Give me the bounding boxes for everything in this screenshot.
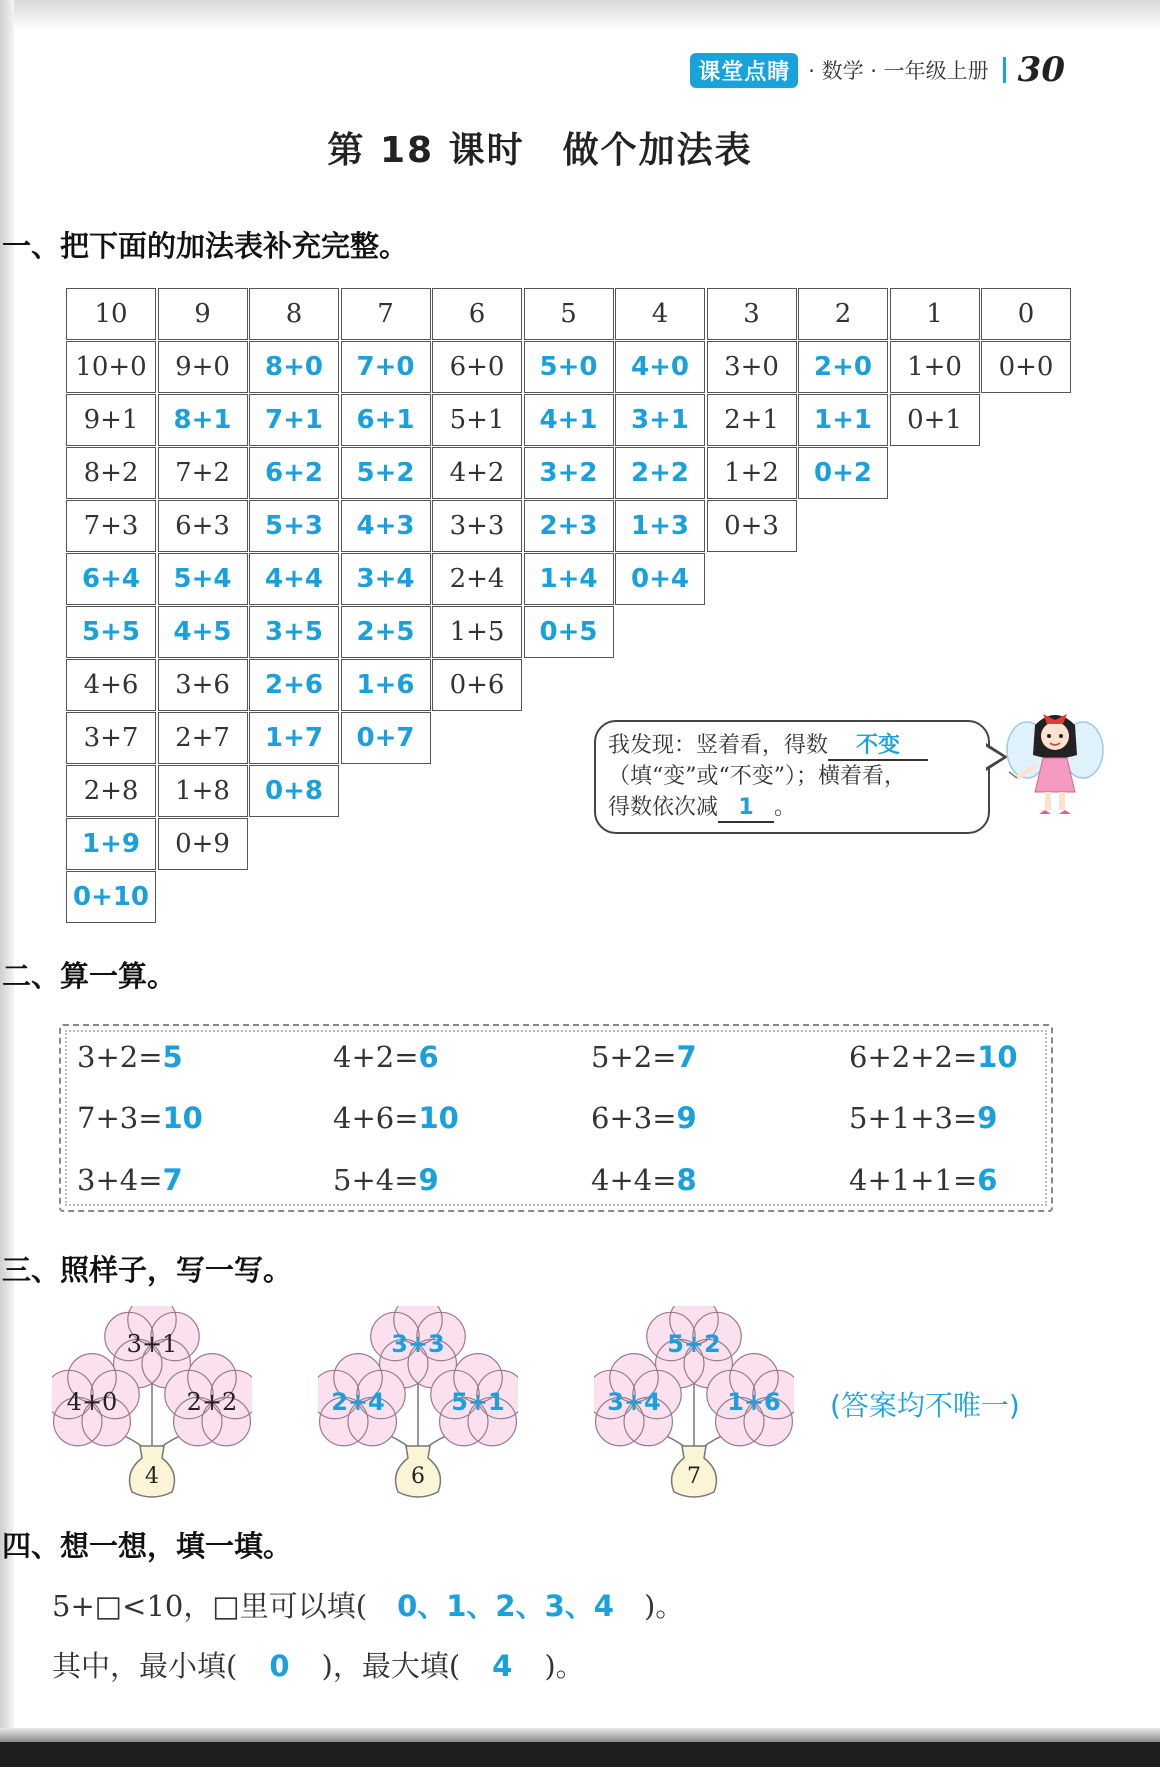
bubble-line1-prefix: 我发现：竖着看，得数 (608, 733, 829, 758)
vase-number: 6 (411, 1464, 425, 1489)
fill-line-1 (52, 1584, 684, 1625)
table-answer-cell: 1+6 (341, 659, 431, 711)
vase-number: 4 (145, 1464, 159, 1489)
equation (333, 1163, 439, 1197)
table-header-cell: 7 (341, 288, 431, 340)
flower-right-label: 5+1 (451, 1388, 505, 1416)
table-answer-cell: 0+7 (341, 712, 431, 764)
flower-right-label: 2+2 (186, 1388, 238, 1416)
fairy-girl-illustration (1005, 700, 1105, 820)
equation-expression: 4+4= (591, 1163, 677, 1197)
table-answer-cell: 2+2 (615, 447, 705, 499)
bubble-line1 (608, 730, 976, 761)
equation-expression: 5+1+3= (849, 1101, 978, 1135)
table-header-cell: 4 (615, 288, 705, 340)
table-answer-cell: 1+3 (615, 500, 705, 552)
bubble-answer1: 不变 (828, 733, 928, 761)
table-answer-cell: 5+4 (158, 553, 248, 605)
equation (849, 1101, 997, 1135)
table-answer-cell: 2+5 (341, 606, 431, 658)
table-answer-cell: 6+4 (66, 553, 156, 605)
bubble-line3-suffix: 。 (774, 795, 797, 820)
table-cell: 7+3 (66, 500, 156, 552)
table-cell: 1+2 (707, 447, 797, 499)
table-answer-cell: 6+2 (249, 447, 339, 499)
bubble-line3-prefix: 得数依次减 (608, 795, 719, 820)
page-header (690, 50, 1065, 90)
table-cell: 2+7 (158, 712, 248, 764)
lesson-title: 第 18 课时 做个加法表 (327, 130, 753, 171)
fill-line2-answer-min: 0 (269, 1649, 290, 1683)
equation-result: 6 (418, 1040, 439, 1074)
section2-title: 二、算一算。 (2, 959, 177, 993)
table-answer-cell: 4+4 (249, 553, 339, 605)
equation-expression: 6+3= (591, 1101, 677, 1135)
table-header-cell: 1 (890, 288, 980, 340)
table-cell: 8+2 (66, 447, 156, 499)
table-answer-cell: 7+0 (341, 341, 431, 393)
equation-result: 10 (162, 1101, 203, 1135)
header-subject: · 数学 · 一年级上册 (808, 59, 989, 83)
table-answer-cell: 1+1 (798, 394, 888, 446)
table-answer-cell: 3+5 (249, 606, 339, 658)
table-cell: 2+8 (66, 765, 156, 817)
table-cell: 0+9 (158, 818, 248, 870)
table-answer-cell: 5+0 (524, 341, 614, 393)
table-answer-cell: 2+0 (798, 341, 888, 393)
table-answer-cell: 4+1 (524, 394, 614, 446)
table-answer-cell: 4+0 (615, 341, 705, 393)
equation-expression: 4+1+1= (849, 1163, 978, 1197)
page-number: 30 (1017, 50, 1065, 90)
table-answer-cell: 1+9 (66, 818, 156, 870)
table-cell: 7+2 (158, 447, 248, 499)
flower-top-label: 5+2 (667, 1330, 721, 1358)
bubble-answer2: 1 (718, 795, 774, 823)
table-cell: 1+8 (158, 765, 248, 817)
table-header-cell: 8 (249, 288, 339, 340)
table-header-cell: 0 (981, 288, 1071, 340)
table-header-cell: 6 (432, 288, 522, 340)
table-cell: 4+6 (66, 659, 156, 711)
table-header-cell: 9 (158, 288, 248, 340)
table-answer-cell: 3+2 (524, 447, 614, 499)
table-cell: 9+1 (66, 394, 156, 446)
discovery-bubble (594, 720, 990, 834)
flower-vase-group (52, 1306, 252, 1506)
table-cell: 6+0 (432, 341, 522, 393)
table-answer-cell: 5+3 (249, 500, 339, 552)
table-answer-cell: 2+6 (249, 659, 339, 711)
answer-note: (答案均不唯一) (830, 1389, 1020, 1422)
equation-expression: 5+2= (591, 1040, 677, 1074)
table-cell: 0+6 (432, 659, 522, 711)
flower-top-label: 3+3 (391, 1330, 445, 1358)
section1-title: 一、把下面的加法表补充完整。 (2, 229, 409, 263)
fill-line2-suffix: )。 (544, 1649, 585, 1683)
table-cell: 5+1 (432, 394, 522, 446)
table-answer-cell: 0+5 (524, 606, 614, 658)
table-cell: 3+0 (707, 341, 797, 393)
table-cell: 9+0 (158, 341, 248, 393)
header-divider (1003, 57, 1006, 83)
table-cell: 3+7 (66, 712, 156, 764)
table-answer-cell: 8+0 (249, 341, 339, 393)
table-answer-cell: 3+1 (615, 394, 705, 446)
fill-line2-prefix: 其中，最小填( (52, 1649, 238, 1683)
equation (591, 1040, 697, 1074)
table-cell: 1+0 (890, 341, 980, 393)
equation-result: 10 (418, 1101, 459, 1135)
fill-line-2 (52, 1644, 585, 1685)
table-answer-cell: 0+8 (249, 765, 339, 817)
equation (77, 1163, 183, 1197)
equation (77, 1040, 183, 1074)
flower-left-label: 3+4 (607, 1388, 661, 1416)
table-header-cell: 10 (66, 288, 156, 340)
equation-result: 8 (676, 1163, 697, 1197)
flower-vase-group (594, 1306, 794, 1506)
section3-title: 三、照样子，写一写。 (2, 1253, 293, 1287)
equation (849, 1163, 997, 1197)
table-cell: 3+6 (158, 659, 248, 711)
equation (849, 1040, 1018, 1074)
page-bottom-edge (0, 1728, 1160, 1767)
fill-line2-mid: )，最大填( (321, 1649, 461, 1683)
flower-left-label: 2+4 (331, 1388, 385, 1416)
table-cell: 4+2 (432, 447, 522, 499)
table-cell: 0+1 (890, 394, 980, 446)
equation-result: 10 (977, 1040, 1018, 1074)
flower-vase-group (318, 1306, 518, 1506)
flower-right-label: 1+6 (727, 1388, 781, 1416)
table-answer-cell: 3+4 (341, 553, 431, 605)
table-answer-cell: 0+2 (798, 447, 888, 499)
fill-line2-answer-max: 4 (492, 1649, 513, 1683)
vase-number: 7 (687, 1464, 701, 1489)
table-cell: 1+5 (432, 606, 522, 658)
fill-line1-suffix: )。 (643, 1589, 685, 1623)
table-answer-cell: 2+3 (524, 500, 614, 552)
fill-line1-answer: 0、1、2、3、4 (397, 1589, 614, 1623)
calculation-box (59, 1024, 1053, 1212)
table-cell: 0+3 (707, 500, 797, 552)
table-answer-cell: 8+1 (158, 394, 248, 446)
bubble-tail-inner (985, 746, 1003, 768)
table-cell: 3+3 (432, 500, 522, 552)
table-answer-cell: 0+10 (66, 871, 156, 923)
equation-result: 9 (676, 1101, 697, 1135)
table-answer-cell: 5+2 (341, 447, 431, 499)
equation (77, 1101, 203, 1135)
table-header-cell: 3 (707, 288, 797, 340)
table-answer-cell: 0+4 (615, 553, 705, 605)
table-cell: 10+0 (66, 341, 156, 393)
equation-expression: 4+2= (333, 1040, 419, 1074)
equation-result: 9 (418, 1163, 439, 1197)
equation (333, 1101, 459, 1135)
equation-expression: 4+6= (333, 1101, 419, 1135)
equation-result: 7 (162, 1163, 183, 1197)
equation-result: 6 (977, 1163, 998, 1197)
table-answer-cell: 6+1 (341, 394, 431, 446)
fill-line1-prefix: 5+□<10，□里可以填( (52, 1589, 368, 1623)
page-top-shadow (0, 0, 1160, 30)
equation-result: 7 (676, 1040, 697, 1074)
equation-expression: 7+3= (77, 1101, 163, 1135)
equation-expression: 6+2+2= (849, 1040, 978, 1074)
equation-result: 9 (977, 1101, 998, 1135)
table-answer-cell: 4+3 (341, 500, 431, 552)
table-cell: 2+1 (707, 394, 797, 446)
flower-left-label: 4+0 (66, 1388, 118, 1416)
section4-title: 四、想一想，填一填。 (2, 1529, 293, 1563)
header-badge: 课堂点睛 (690, 53, 798, 88)
table-answer-cell: 5+5 (66, 606, 156, 658)
equation (591, 1101, 697, 1135)
table-answer-cell: 7+1 (249, 394, 339, 446)
table-cell: 2+4 (432, 553, 522, 605)
table-answer-cell: 1+7 (249, 712, 339, 764)
equation-result: 5 (162, 1040, 183, 1074)
flower-top-label: 3+1 (126, 1330, 178, 1358)
table-cell: 0+0 (981, 341, 1071, 393)
table-header-cell: 5 (524, 288, 614, 340)
equation-expression: 3+2= (77, 1040, 163, 1074)
equation-expression: 5+4= (333, 1163, 419, 1197)
table-cell: 6+3 (158, 500, 248, 552)
equation-expression: 3+4= (77, 1163, 163, 1197)
bubble-line3 (608, 792, 976, 823)
equation (333, 1040, 439, 1074)
table-answer-cell: 4+5 (158, 606, 248, 658)
page-left-shadow (0, 0, 14, 1767)
bubble-line2: （填“变”或“不变”）；横着看， (608, 764, 906, 789)
table-answer-cell: 1+4 (524, 553, 614, 605)
table-header-cell: 2 (798, 288, 888, 340)
equation (591, 1163, 697, 1197)
